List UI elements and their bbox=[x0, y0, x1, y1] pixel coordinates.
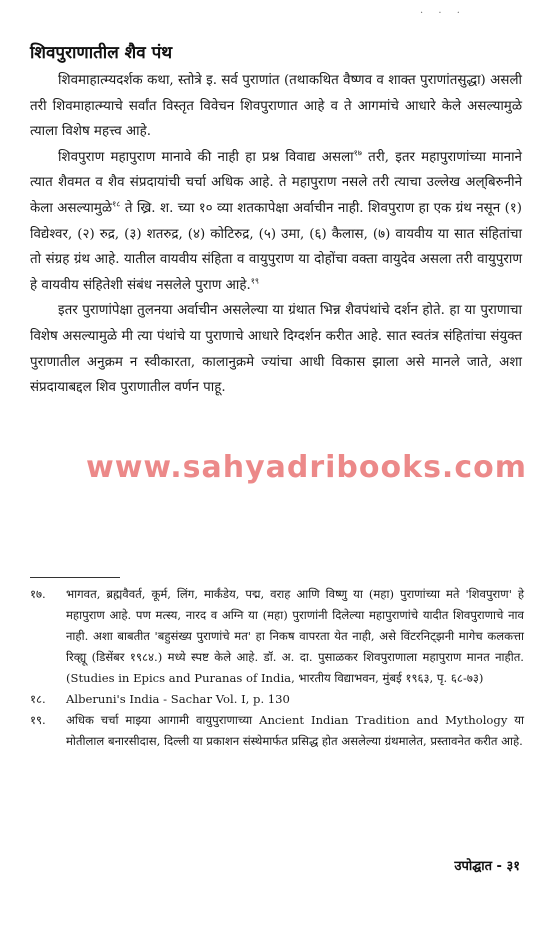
footnote-19 bbox=[30, 710, 524, 752]
scan-marks: · · · bbox=[420, 8, 466, 19]
paragraph-2-text-a: शिवपुराण महापुराण मानावे की नाही हा प्रश्न विवाद्य असला bbox=[58, 149, 354, 165]
footnote-ref-17[interactable]: १७ bbox=[353, 148, 362, 158]
paragraph-2-text-c: ते ख्रि. श. च्या १० व्या शतकापेक्षा अर्वाचीन नाही. शिवपुराण हा एक ग्रंथ नसून (१) विद्येश्वर, (२) रुद्र, (३) शतरुद्र, (४) कोटिरुद्र, (५) उमा, (६) कैलास, (७) वायवीय या सात संहितांचा तो संग्रह ग्रंथ आहे. यातील वायवीय संहिता व वायुपुराण या दोहोंचा वक्ता वायुदेव असला तरी वायुपुराण हे वायवीय संहितेशी संबंध नसलेले पुराण आहे. bbox=[30, 200, 522, 293]
footnote-ref-19[interactable]: १९ bbox=[250, 276, 260, 286]
paragraph-3 bbox=[30, 298, 522, 400]
paragraph-1-text: शिवमाहात्म्यदर्शक कथा, स्तोत्रे इ. सर्व पुराणांत (तथाकथित वैष्णव व शाक्त पुराणांतसुद्धा) असली तरी शिवमाहात्म्याचे सर्वांत विस्तृत विवेचन शिवपुराणात आहे व ते आगमांचे आधारे केले असल्यामुळे त्याला विशेष महत्त्व आहे. bbox=[30, 73, 522, 140]
footnote-text: अधिक चर्चा माझ्या आगामी वायुपुराणाच्या Ancient Indian Tradition and Mythology या मोतीलाल बनारसीदास, दिल्ली या प्रकाशन संस्थेमार्फत प्रसिद्ध होत असलेल्या ग्रंथमालेत, प्रस्तावनेत करीत आहे. bbox=[66, 713, 524, 748]
footnote-ref-18[interactable]: १८ bbox=[112, 199, 121, 209]
footnote-17 bbox=[30, 584, 524, 689]
footnote-number: १९. bbox=[30, 713, 46, 727]
paragraph-2-text-b: तरी, इतर महापुराणांच्या मानाने त्यात शैवमत व शैव संप्रदायांची चर्चा अधिक आहे. ते महापुराण नसले तरी त्याचा उल्लेख अल्‌बिरुनीने केला असल्यामुळे bbox=[30, 149, 522, 216]
section-heading: शिवपुराणातील शैव पंथ bbox=[30, 43, 173, 63]
paragraph-3-text: इतर पुराणांपेक्षा तुलनया अर्वाचीन असलेल्या या ग्रंथात भिन्न शैवपंथांचे दर्शन होते. हा या पुराणाचा विशेष असल्यामुळे मी त्या पंथांचे या पुराणाचे आधारे दिग्दर्शन करीत आहे. सात स्वतंत्र संहितांचा संयुक्त पुराणातील अनुक्रम न स्वीकारता, कालानुक्रमे ज्यांचा आधी विकास झाला असे मानले जाते, अशा संप्रदायाबद्दल शिव पुराणातील वर्णन पाहू. bbox=[30, 303, 522, 396]
footnote-text: Alberuni's India - Sachar Vol. I, p. 130 bbox=[66, 692, 290, 706]
footnote-text: भागवत, ब्रह्मवैवर्त, कूर्म, लिंग, मार्कंडेय, पद्म, वराह आणि विष्णु या (महा) पुराणांच्या मते 'शिवपुराण' हे महापुराण आहे. पण मत्स्य, नारद व अग्नि या (महा) पुराणांनी दिलेल्या महापुराणांचे यादीत शिवपुराणाचे नाव नाही. अशा बाबतीत 'बहुसंख्य पुराणांचे मत' हा निकष वापरता येत नाही, असे विंटरनिट्झनी मागेच कलकत्ता रिव्ह्यू (डिसेंबर १९८४.) मध्ये स्पष्ट केले आहे. डॉ. अ. दा. पुसाळकर शिवपुराणाला महापुराण मानत नाहीत. (Studies in Epics and Puranas of India, भारतीय विद्याभवन, मुंबई १९६३, पृ. ६८-७३) bbox=[66, 587, 524, 685]
footnote-divider bbox=[30, 577, 120, 578]
body-text bbox=[30, 68, 522, 401]
footnote-number: १७. bbox=[30, 587, 46, 601]
footnotes bbox=[30, 584, 524, 752]
paragraph-2 bbox=[30, 145, 522, 299]
footnote-18 bbox=[30, 689, 524, 710]
watermark: www.sahyadribooks.com bbox=[86, 450, 527, 485]
paragraph-1 bbox=[30, 68, 522, 145]
footnote-number: १८. bbox=[30, 692, 46, 706]
page-number: उपोद्घात - ३१ bbox=[454, 859, 520, 874]
